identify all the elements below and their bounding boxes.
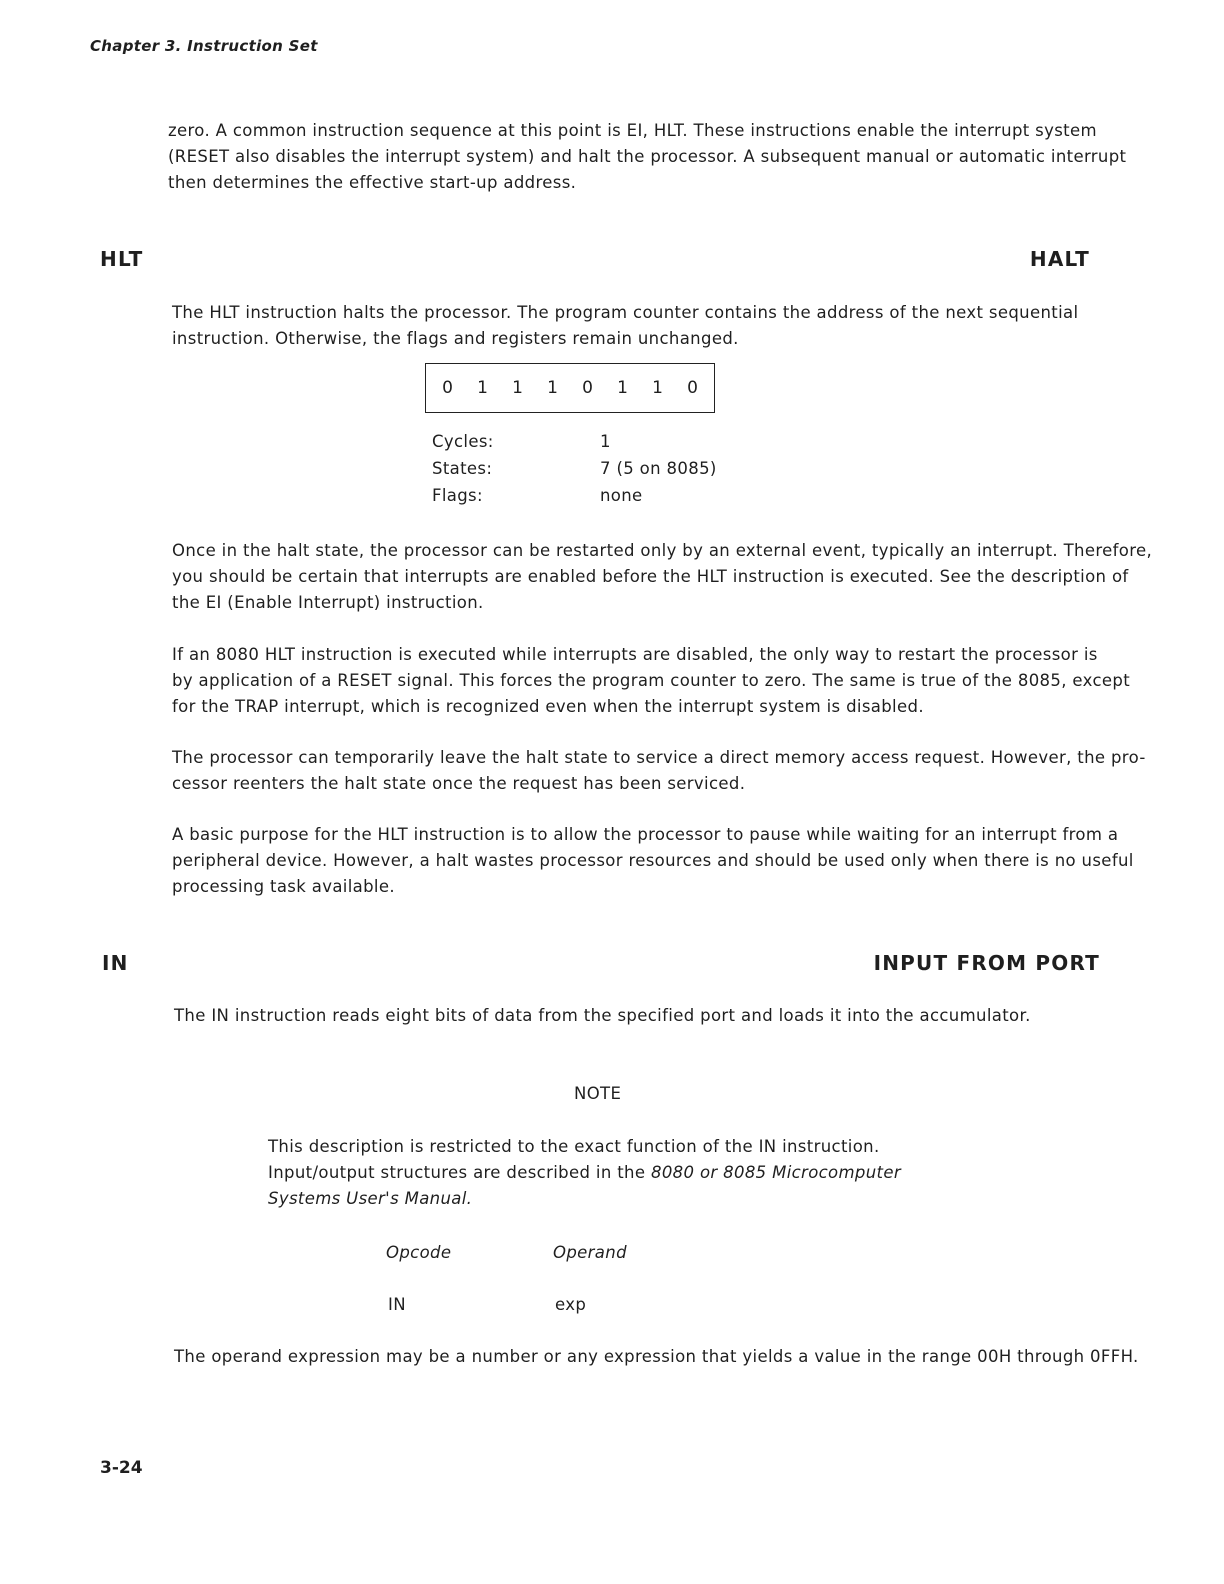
text-line: (RESET also disables the interrupt system) and halt the processor. A subsequent manual or automatic interrupt bbox=[168, 147, 1127, 166]
spec-value-states: 7 (5 on 8085) bbox=[600, 459, 717, 478]
opcode-value: IN bbox=[388, 1295, 406, 1314]
text-line: The processor can temporarily leave the halt state to service a direct memory access request. However, the pro- bbox=[172, 748, 1146, 767]
bit-6: 1 bbox=[477, 378, 488, 398]
hlt-title-heading: HALT bbox=[1029, 247, 1090, 271]
manual-title-part-1: 8080 or 8085 Microcomputer bbox=[650, 1163, 902, 1182]
hlt-description bbox=[172, 300, 1078, 352]
text-line: The IN instruction reads eight bits of data from the specified port and loads it into the accumulator. bbox=[174, 1006, 1031, 1025]
opcode-bit-box bbox=[425, 363, 715, 413]
text-line: A basic purpose for the HLT instruction is to allow the processor to pause while waiting for an interrupt from a bbox=[172, 825, 1119, 844]
text-line: you should be certain that interrupts are enabled before the HLT instruction is executed. See the description of bbox=[172, 567, 1129, 586]
hlt-paragraph-2 bbox=[172, 642, 1130, 720]
note-text-prefix: Input/output structures are described in the bbox=[268, 1163, 651, 1182]
text-line bbox=[268, 1160, 901, 1186]
intro-paragraph bbox=[168, 118, 1126, 196]
page-number: 3-24 bbox=[100, 1458, 143, 1478]
hlt-paragraph-4 bbox=[172, 822, 1134, 900]
in-mnemonic-heading: IN bbox=[102, 951, 129, 975]
bit-5: 1 bbox=[512, 378, 523, 398]
opcode-column-header: Opcode bbox=[386, 1243, 452, 1262]
bit-4: 1 bbox=[547, 378, 558, 398]
manual-title-part-2: Systems User's Manual. bbox=[268, 1189, 473, 1208]
note-body bbox=[268, 1134, 901, 1212]
text-line: zero. A common instruction sequence at this point is EI, HLT. These instructions enable the interrupt system bbox=[168, 121, 1097, 140]
bit-1: 1 bbox=[652, 378, 663, 398]
operand-column-header: Operand bbox=[553, 1243, 627, 1262]
text-line: processing task available. bbox=[172, 877, 395, 896]
hlt-paragraph-3 bbox=[172, 745, 1146, 797]
bit-7: 0 bbox=[442, 378, 453, 398]
text-line: the EI (Enable Interrupt) instruction. bbox=[172, 593, 484, 612]
spec-value-flags: none bbox=[600, 486, 643, 505]
in-title-heading: INPUT FROM PORT bbox=[873, 951, 1100, 975]
text-line: The HLT instruction halts the processor. The program counter contains the address of the next sequential bbox=[172, 303, 1079, 322]
chapter-header: Chapter 3. Instruction Set bbox=[90, 37, 318, 55]
spec-label-states: States: bbox=[432, 459, 493, 478]
hlt-paragraph-1 bbox=[172, 538, 1152, 616]
hlt-mnemonic-heading: HLT bbox=[100, 247, 144, 271]
text-line: cessor reenters the halt state once the request has been serviced. bbox=[172, 774, 746, 793]
in-description bbox=[174, 1003, 1031, 1029]
spec-value-cycles: 1 bbox=[600, 432, 611, 451]
text-line: This description is restricted to the exact function of the IN instruction. bbox=[268, 1137, 880, 1156]
note-heading: NOTE bbox=[574, 1084, 622, 1103]
text-line: by application of a RESET signal. This forces the program counter to zero. The same is true of the 8085, except bbox=[172, 671, 1131, 690]
bit-3: 0 bbox=[582, 378, 593, 398]
text-line: If an 8080 HLT instruction is executed while interrupts are disabled, the only way to restart the processor is bbox=[172, 645, 1098, 664]
text-line: then determines the effective start-up address. bbox=[168, 173, 577, 192]
text-line: Once in the halt state, the processor can be restarted only by an external event, typically an interrupt. Therefore, bbox=[172, 541, 1153, 560]
text-line: The operand expression may be a number or any expression that yields a value in the range 00H through 0FFH. bbox=[174, 1347, 1139, 1366]
operand-value: exp bbox=[555, 1295, 587, 1314]
operand-description bbox=[174, 1344, 1139, 1370]
text-line: peripheral device. However, a halt wastes processor resources and should be used only when there is no useful bbox=[172, 851, 1134, 870]
bit-2: 1 bbox=[617, 378, 628, 398]
bit-0: 0 bbox=[687, 378, 698, 398]
text-line: instruction. Otherwise, the flags and registers remain unchanged. bbox=[172, 329, 739, 348]
spec-label-flags: Flags: bbox=[432, 486, 483, 505]
text-line: for the TRAP interrupt, which is recognized even when the interrupt system is disabled. bbox=[172, 697, 924, 716]
spec-label-cycles: Cycles: bbox=[432, 432, 494, 451]
